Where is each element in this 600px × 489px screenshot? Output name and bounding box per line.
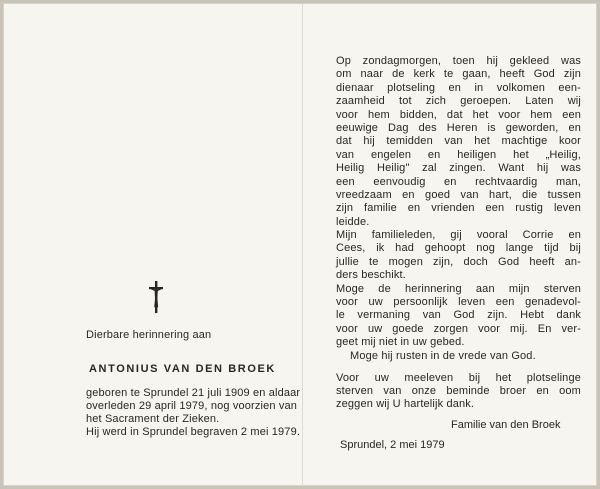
bio-line: Hij werd in Sprundel begraven 2 mei 1979.	[86, 426, 301, 438]
deceased-name: ANTONIUS VAN DEN BROEK	[89, 363, 276, 375]
bio-line: het Sacrament der Zieken.	[86, 413, 220, 425]
memorial-text	[336, 55, 581, 363]
text-line: voor uw persoonlijk leven een genadevol-	[336, 296, 581, 309]
memorial-card	[3, 3, 597, 486]
text-line: om naar de kerk te gaan, heeft God zijn	[336, 68, 581, 81]
text-line: geet mij niet in uw gebed.	[336, 336, 465, 349]
text-line: van engelen en heiligen het „Heilig,	[336, 148, 581, 161]
text-line: jullie te mogen zijn, doch God heeft an-	[336, 255, 581, 268]
text-line: zijn familie en vrienden een rustig leven	[336, 202, 581, 215]
text-line: voor hem bidden, dat het voor hem een	[336, 108, 581, 121]
text-line: ders beschikt.	[336, 269, 406, 282]
text-line: Moge hij rusten in de vrede van God.	[350, 349, 536, 362]
card-fold	[302, 3, 303, 486]
bio-line: overleden 29 april 1979, nog voorzien van	[86, 400, 298, 412]
crucifix-icon	[146, 281, 166, 313]
text-line: voor uw goede zorgen voor mij. En ver-	[336, 322, 581, 335]
family-signature: Familie van den Broek	[451, 419, 561, 431]
thanks-line: Voor uw meeleven bij het plotselinge	[336, 372, 581, 384]
text-line: eeuwige Dag des Heren is geworden, en	[336, 121, 581, 134]
text-line: dat hij temidden van het machtige koor	[336, 135, 581, 148]
text-line: Mijn familieleden, gij vooral Corrie en	[336, 229, 581, 242]
text-line: Cees, ik had gehoopt nog lange tijd bij	[336, 242, 581, 255]
thanks-line: sterven van onze beminde broer en oom	[336, 385, 581, 397]
text-line: een eenvoudig en rechtvaardig man,	[336, 175, 581, 188]
text-line: Moge de herinnering aan mijn sterven	[336, 282, 581, 295]
place-date: Sprundel, 2 mei 1979	[340, 439, 445, 451]
thanks-line: zeggen wij U hartelijk dank.	[336, 398, 475, 410]
thanks-text	[336, 372, 581, 411]
text-line: leidde.	[336, 215, 370, 228]
text-line: zaamheid tot zich geroepen. Laten wij	[336, 95, 581, 108]
text-line: Op zondagmorgen, toen hij gekleed was	[336, 55, 581, 67]
biography	[86, 387, 300, 439]
text-line: Heilig Heilig" zal zingen. Want hij was	[336, 162, 581, 175]
bio-line: geboren te Sprundel 21 juli 1909 en aldaar	[86, 387, 301, 399]
text-line: dienaar plotseling en in volkomen een-	[336, 81, 581, 94]
text-line: le vermaning van God zijn. Hebt dank	[336, 309, 581, 322]
text-line: vreedzaam en goed van hart, die tussen	[336, 188, 581, 201]
remembrance-line: Dierbare herinnering aan	[86, 329, 212, 341]
